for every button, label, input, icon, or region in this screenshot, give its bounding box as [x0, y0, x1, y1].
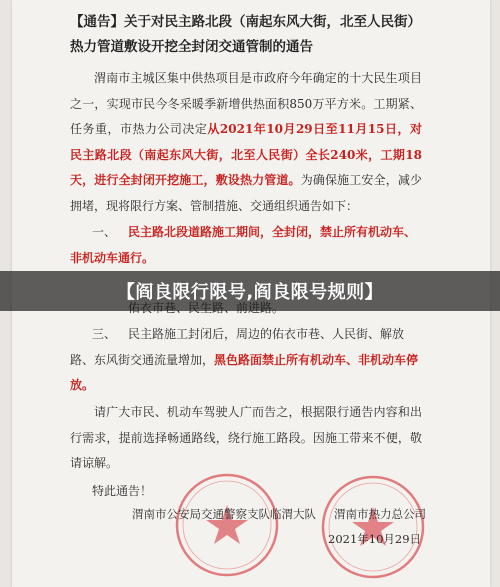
list-item-red-text: 民主路北段道路施工期间，全封闭，禁止所有机动车、非机动车通行。: [70, 225, 417, 265]
title-line-2: 热力管道敷设开挖全封闭交通管制的通告: [70, 39, 313, 55]
company-seal-stamp: [318, 472, 428, 582]
list-item-text: 民主路施工封闭后，周边的佑衣市巷、人民街、解放路、东风街交通流量增加，: [70, 327, 405, 367]
document-date: 2021年10月29日: [328, 532, 422, 546]
list-item-number: 三、: [92, 327, 117, 341]
list-item-3: [70, 322, 422, 399]
intro-text-1: 渭南市主城区集中供热项目是市政府今年确定的十大民生项目之一，实现市民今冬采暖季新增供热面积850万平方米。工期紧、任务重，市热力公司决定: [70, 71, 422, 137]
intro-paragraph: [70, 66, 422, 220]
list-item-red-text: 黑色路面禁止所有机动车、非机动车停放。: [70, 352, 419, 393]
notice-text: 特此通告！: [92, 484, 153, 498]
signer-company: 渭南市热力总公司: [334, 507, 426, 521]
intro-red-text: 从2021年10月29日至11月15日，对民主路北段（南起东风大街，北至人民街）全长240米，工期18天，进行全封闭开挖施工，敷设热力管道。: [70, 122, 422, 188]
intro-text-2: 为确保施工安全，减少拥堵，现将限行方案、管制措施、交通组织通告如下：: [70, 173, 422, 213]
list-item-number: 一、: [92, 225, 117, 239]
signer-police: 渭南市公安局交通警察支队临渭大队: [132, 507, 316, 521]
overlay-title-banner: 【阎良限行限号,阎良限号规则】: [0, 271, 500, 311]
closing-paragraph: 请广大市民、机动车驾驶人广而告之，根据限行通告内容和出行需求，提前选择畅通路线，绕行施工路段。因施工带来不便，敬请谅解。: [70, 405, 422, 471]
list-item-1: [70, 220, 422, 271]
police-seal-stamp: [172, 470, 282, 580]
title-line-1: 【通告】关于对民主路北段（南起东风大街，北至人民街）: [70, 14, 421, 30]
document-title: [70, 10, 470, 60]
